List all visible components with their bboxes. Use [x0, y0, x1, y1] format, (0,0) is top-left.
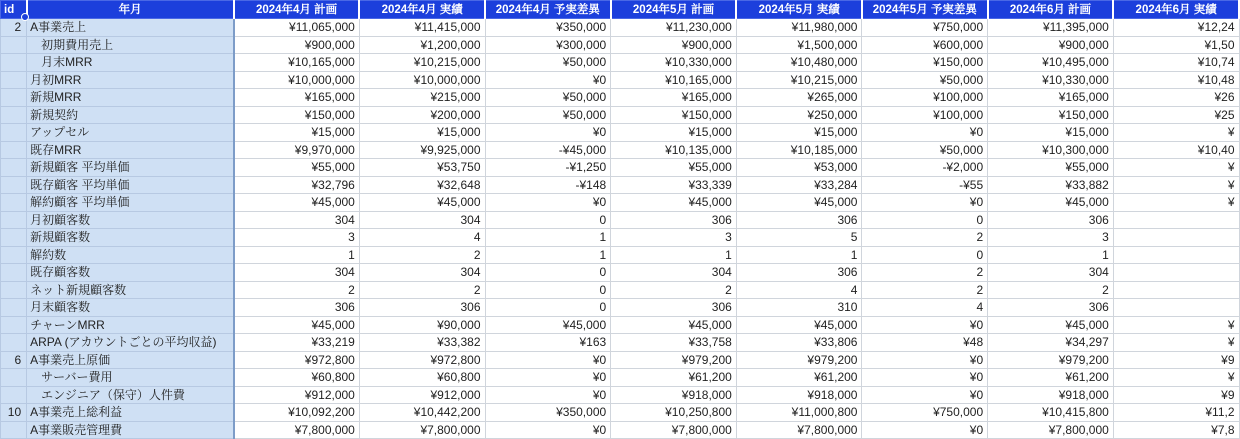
- value-cell[interactable]: -¥55: [862, 176, 988, 194]
- table-row: [1, 19, 1240, 37]
- value-cell[interactable]: 1: [988, 246, 1114, 264]
- row-label-cell[interactable]: ARPA (アカウントごとの平均収益): [27, 334, 234, 352]
- value-cell[interactable]: ¥7,800,000: [234, 421, 360, 439]
- value-cell[interactable]: ¥34,297: [988, 334, 1114, 352]
- grid-body: [1, 19, 1240, 439]
- value-cell[interactable]: 304: [359, 211, 485, 229]
- table-row: [1, 404, 1240, 422]
- value-cell[interactable]: ¥: [1113, 176, 1239, 194]
- value-cell[interactable]: ¥918,000: [988, 386, 1114, 404]
- value-cell[interactable]: ¥150,000: [611, 106, 737, 124]
- value-cell[interactable]: ¥11,230,000: [611, 19, 737, 37]
- value-cell[interactable]: ¥9,925,000: [359, 141, 485, 159]
- value-cell[interactable]: ¥26: [1113, 89, 1239, 107]
- value-cell[interactable]: ¥53,000: [736, 159, 862, 177]
- row-label-cell[interactable]: 新規顧客 平均単価: [27, 159, 234, 177]
- value-cell[interactable]: ¥50,000: [862, 141, 988, 159]
- header-row: [1, 1, 1240, 19]
- value-cell[interactable]: ¥12,24: [1113, 19, 1239, 37]
- table-row: [1, 176, 1240, 194]
- value-cell[interactable]: ¥10,300,000: [988, 141, 1114, 159]
- value-cell[interactable]: ¥900,000: [611, 36, 737, 54]
- value-cell[interactable]: 2: [611, 281, 737, 299]
- column-header[interactable]: 2024年6月 計画: [988, 1, 1114, 19]
- value-cell[interactable]: ¥55,000: [611, 159, 737, 177]
- row-label-cell[interactable]: 解約数: [27, 246, 234, 264]
- value-cell[interactable]: ¥1,200,000: [359, 36, 485, 54]
- row-id-cell[interactable]: [1, 141, 27, 159]
- row-label-cell[interactable]: 新規顧客数: [27, 229, 234, 247]
- column-header-id[interactable]: [1, 1, 27, 19]
- value-cell[interactable]: ¥45,000: [485, 316, 611, 334]
- table-row: [1, 229, 1240, 247]
- table-row: [1, 386, 1240, 404]
- value-cell[interactable]: ¥7,800,000: [611, 421, 737, 439]
- value-cell[interactable]: ¥48: [862, 334, 988, 352]
- value-cell[interactable]: 4: [862, 299, 988, 317]
- value-cell[interactable]: 1: [234, 246, 360, 264]
- value-cell[interactable]: -¥148: [485, 176, 611, 194]
- value-cell[interactable]: ¥0: [485, 386, 611, 404]
- value-cell[interactable]: [1113, 229, 1239, 247]
- column-header[interactable]: 2024年6月 実績: [1113, 1, 1239, 19]
- value-cell[interactable]: ¥90,000: [359, 316, 485, 334]
- value-cell[interactable]: 306: [611, 299, 737, 317]
- value-cell[interactable]: ¥900,000: [988, 36, 1114, 54]
- value-cell[interactable]: ¥972,800: [234, 351, 360, 369]
- value-cell[interactable]: 306: [611, 211, 737, 229]
- row-id-cell[interactable]: [1, 124, 27, 142]
- value-cell[interactable]: 1: [485, 229, 611, 247]
- value-cell[interactable]: ¥60,800: [359, 369, 485, 387]
- table-row: [1, 54, 1240, 72]
- row-id-cell[interactable]: [1, 369, 27, 387]
- value-cell[interactable]: ¥100,000: [862, 106, 988, 124]
- value-cell[interactable]: ¥55,000: [234, 159, 360, 177]
- value-cell[interactable]: 0: [485, 264, 611, 282]
- value-cell[interactable]: 304: [234, 211, 360, 229]
- row-label-cell[interactable]: アップセル: [27, 124, 234, 142]
- row-id-cell[interactable]: [1, 211, 27, 229]
- value-cell[interactable]: ¥0: [485, 71, 611, 89]
- value-cell[interactable]: [1113, 299, 1239, 317]
- value-cell[interactable]: ¥50,000: [862, 71, 988, 89]
- value-cell[interactable]: ¥215,000: [359, 89, 485, 107]
- value-cell[interactable]: ¥11,2: [1113, 404, 1239, 422]
- table-row: [1, 351, 1240, 369]
- row-id-cell[interactable]: 10: [1, 404, 27, 422]
- value-cell[interactable]: ¥7,800,000: [359, 421, 485, 439]
- table-row: [1, 369, 1240, 387]
- value-cell[interactable]: 4: [359, 229, 485, 247]
- value-cell[interactable]: ¥10,495,000: [988, 54, 1114, 72]
- row-label-cell[interactable]: ネット新規顧客数: [27, 281, 234, 299]
- table-row: [1, 106, 1240, 124]
- value-cell[interactable]: 1: [736, 246, 862, 264]
- row-id-cell[interactable]: [1, 281, 27, 299]
- value-cell[interactable]: ¥250,000: [736, 106, 862, 124]
- value-cell[interactable]: 4: [736, 281, 862, 299]
- value-cell[interactable]: ¥45,000: [234, 194, 360, 212]
- value-cell[interactable]: ¥15,000: [359, 124, 485, 142]
- value-cell[interactable]: ¥33,284: [736, 176, 862, 194]
- value-cell[interactable]: ¥61,200: [736, 369, 862, 387]
- value-cell[interactable]: ¥9: [1113, 351, 1239, 369]
- row-label-cell[interactable]: 解約顧客 平均単価: [27, 194, 234, 212]
- value-cell[interactable]: ¥11,000,800: [736, 404, 862, 422]
- value-cell[interactable]: 3: [988, 229, 1114, 247]
- value-cell[interactable]: -¥2,000: [862, 159, 988, 177]
- row-id-cell[interactable]: [1, 386, 27, 404]
- value-cell[interactable]: ¥0: [862, 421, 988, 439]
- value-cell[interactable]: ¥350,000: [485, 19, 611, 37]
- value-cell[interactable]: ¥165,000: [988, 89, 1114, 107]
- table-row: [1, 159, 1240, 177]
- value-cell[interactable]: ¥200,000: [359, 106, 485, 124]
- value-cell[interactable]: 3: [611, 229, 737, 247]
- column-header[interactable]: 2024年5月 実績: [736, 1, 862, 19]
- value-cell[interactable]: ¥979,200: [988, 351, 1114, 369]
- row-label-cell[interactable]: 既存MRR: [27, 141, 234, 159]
- value-cell[interactable]: ¥750,000: [862, 19, 988, 37]
- column-header-label[interactable]: 年月: [27, 1, 234, 19]
- value-cell[interactable]: ¥10,415,800: [988, 404, 1114, 422]
- value-cell[interactable]: ¥0: [862, 351, 988, 369]
- value-cell[interactable]: ¥: [1113, 316, 1239, 334]
- row-id-cell[interactable]: [1, 54, 27, 72]
- row-label-cell[interactable]: 新規MRR: [27, 89, 234, 107]
- value-cell[interactable]: ¥50,000: [485, 89, 611, 107]
- value-cell[interactable]: ¥33,219: [234, 334, 360, 352]
- value-cell[interactable]: ¥10,480,000: [736, 54, 862, 72]
- row-id-cell[interactable]: [1, 299, 27, 317]
- value-cell[interactable]: ¥: [1113, 124, 1239, 142]
- table-row: [1, 246, 1240, 264]
- table-row: [1, 194, 1240, 212]
- value-cell[interactable]: 310: [736, 299, 862, 317]
- value-cell[interactable]: ¥45,000: [988, 194, 1114, 212]
- value-cell[interactable]: 304: [359, 264, 485, 282]
- row-id-cell[interactable]: [1, 334, 27, 352]
- row-label-cell[interactable]: チャーンMRR: [27, 316, 234, 334]
- value-cell[interactable]: ¥33,882: [988, 176, 1114, 194]
- row-label-cell[interactable]: 月初MRR: [27, 71, 234, 89]
- value-cell[interactable]: ¥10,40: [1113, 141, 1239, 159]
- value-cell[interactable]: 1: [485, 246, 611, 264]
- column-header[interactable]: 2024年4月 計画: [234, 1, 360, 19]
- value-cell[interactable]: ¥10,185,000: [736, 141, 862, 159]
- value-cell[interactable]: 2: [862, 281, 988, 299]
- value-cell[interactable]: ¥918,000: [736, 386, 862, 404]
- table-row: [1, 211, 1240, 229]
- value-cell[interactable]: ¥0: [862, 124, 988, 142]
- table-row: [1, 141, 1240, 159]
- row-label-cell[interactable]: 初期費用売上: [27, 36, 234, 54]
- value-cell[interactable]: ¥10,330,000: [988, 71, 1114, 89]
- value-cell[interactable]: ¥33,758: [611, 334, 737, 352]
- value-cell[interactable]: ¥0: [862, 386, 988, 404]
- row-label-cell[interactable]: A事業売上総利益: [27, 404, 234, 422]
- value-cell[interactable]: ¥912,000: [234, 386, 360, 404]
- value-cell[interactable]: 304: [234, 264, 360, 282]
- value-cell[interactable]: ¥912,000: [359, 386, 485, 404]
- value-cell[interactable]: ¥11,065,000: [234, 19, 360, 37]
- value-cell[interactable]: ¥45,000: [234, 316, 360, 334]
- value-cell[interactable]: 0: [862, 211, 988, 229]
- table-row: [1, 281, 1240, 299]
- value-cell[interactable]: ¥150,000: [988, 106, 1114, 124]
- value-cell[interactable]: ¥10,000,000: [234, 71, 360, 89]
- row-id-cell[interactable]: [1, 36, 27, 54]
- value-cell[interactable]: ¥100,000: [862, 89, 988, 107]
- value-cell[interactable]: [1113, 211, 1239, 229]
- value-cell[interactable]: ¥0: [485, 421, 611, 439]
- value-cell[interactable]: ¥25: [1113, 106, 1239, 124]
- value-cell[interactable]: ¥11,395,000: [988, 19, 1114, 37]
- value-cell[interactable]: ¥10,000,000: [359, 71, 485, 89]
- value-cell[interactable]: ¥10,74: [1113, 54, 1239, 72]
- value-cell[interactable]: ¥45,000: [359, 194, 485, 212]
- value-cell[interactable]: -¥45,000: [485, 141, 611, 159]
- table-row: [1, 264, 1240, 282]
- value-cell[interactable]: 306: [234, 299, 360, 317]
- row-id-cell[interactable]: 2: [1, 19, 27, 37]
- table-row: [1, 299, 1240, 317]
- value-cell[interactable]: ¥: [1113, 334, 1239, 352]
- value-cell[interactable]: ¥45,000: [736, 316, 862, 334]
- selection-handle[interactable]: [21, 13, 29, 21]
- value-cell[interactable]: ¥900,000: [234, 36, 360, 54]
- row-id-cell[interactable]: [1, 176, 27, 194]
- value-cell[interactable]: ¥0: [485, 124, 611, 142]
- value-cell[interactable]: ¥0: [485, 369, 611, 387]
- value-cell[interactable]: 306: [988, 299, 1114, 317]
- value-cell[interactable]: 0: [485, 211, 611, 229]
- value-cell[interactable]: ¥9: [1113, 386, 1239, 404]
- value-cell[interactable]: ¥55,000: [988, 159, 1114, 177]
- row-label-cell[interactable]: A事業売上原価: [27, 351, 234, 369]
- value-cell[interactable]: ¥45,000: [988, 316, 1114, 334]
- value-cell[interactable]: ¥33,382: [359, 334, 485, 352]
- value-cell[interactable]: ¥265,000: [736, 89, 862, 107]
- value-cell[interactable]: ¥10,135,000: [611, 141, 737, 159]
- value-cell[interactable]: ¥0: [485, 351, 611, 369]
- value-cell[interactable]: ¥10,330,000: [611, 54, 737, 72]
- value-cell[interactable]: [1113, 281, 1239, 299]
- row-label-cell[interactable]: 既存顧客 平均単価: [27, 176, 234, 194]
- value-cell[interactable]: ¥10,165,000: [611, 71, 737, 89]
- value-cell[interactable]: ¥0: [485, 194, 611, 212]
- table-row: [1, 36, 1240, 54]
- value-cell[interactable]: ¥33,339: [611, 176, 737, 194]
- value-cell[interactable]: ¥0: [862, 194, 988, 212]
- value-cell[interactable]: ¥15,000: [611, 124, 737, 142]
- value-cell[interactable]: 306: [359, 299, 485, 317]
- value-cell[interactable]: ¥10,092,200: [234, 404, 360, 422]
- value-cell[interactable]: ¥45,000: [611, 316, 737, 334]
- value-cell[interactable]: ¥7,800,000: [988, 421, 1114, 439]
- row-id-cell[interactable]: [1, 194, 27, 212]
- value-cell[interactable]: ¥600,000: [862, 36, 988, 54]
- value-cell[interactable]: ¥9,970,000: [234, 141, 360, 159]
- value-cell[interactable]: ¥7,8: [1113, 421, 1239, 439]
- value-cell[interactable]: ¥10,215,000: [736, 71, 862, 89]
- column-header[interactable]: 2024年5月 計画: [611, 1, 737, 19]
- value-cell[interactable]: ¥50,000: [485, 106, 611, 124]
- value-cell[interactable]: ¥0: [862, 369, 988, 387]
- row-id-cell[interactable]: [1, 264, 27, 282]
- value-cell[interactable]: ¥45,000: [611, 194, 737, 212]
- value-cell[interactable]: ¥15,000: [988, 124, 1114, 142]
- value-cell[interactable]: 2: [988, 281, 1114, 299]
- value-cell[interactable]: ¥: [1113, 159, 1239, 177]
- table-row: [1, 89, 1240, 107]
- value-cell[interactable]: ¥50,000: [485, 54, 611, 72]
- value-cell[interactable]: ¥750,000: [862, 404, 988, 422]
- row-label-cell[interactable]: 新規契約: [27, 106, 234, 124]
- value-cell[interactable]: ¥10,215,000: [359, 54, 485, 72]
- value-cell[interactable]: 304: [988, 264, 1114, 282]
- row-id-cell[interactable]: 6: [1, 351, 27, 369]
- value-cell[interactable]: ¥0: [862, 316, 988, 334]
- table-row: [1, 421, 1240, 439]
- value-cell[interactable]: ¥350,000: [485, 404, 611, 422]
- row-label-cell[interactable]: 月初顧客数: [27, 211, 234, 229]
- value-cell[interactable]: ¥1,500,000: [736, 36, 862, 54]
- value-cell[interactable]: ¥61,200: [988, 369, 1114, 387]
- row-label-cell[interactable]: 月末MRR: [27, 54, 234, 72]
- value-cell[interactable]: ¥300,000: [485, 36, 611, 54]
- row-label-cell[interactable]: A事業売上: [27, 19, 234, 37]
- value-cell[interactable]: ¥10,250,800: [611, 404, 737, 422]
- column-header[interactable]: 2024年4月 実績: [359, 1, 485, 19]
- value-cell[interactable]: ¥918,000: [611, 386, 737, 404]
- value-cell[interactable]: ¥165,000: [611, 89, 737, 107]
- value-cell[interactable]: ¥972,800: [359, 351, 485, 369]
- value-cell[interactable]: 2: [359, 281, 485, 299]
- value-cell[interactable]: 306: [736, 264, 862, 282]
- row-id-cell[interactable]: [1, 106, 27, 124]
- value-cell[interactable]: 2: [359, 246, 485, 264]
- value-cell[interactable]: ¥61,200: [611, 369, 737, 387]
- value-cell[interactable]: ¥979,200: [611, 351, 737, 369]
- value-cell[interactable]: ¥: [1113, 369, 1239, 387]
- column-header-id-text: id: [4, 3, 15, 16]
- row-label-cell[interactable]: A事業販売管理費: [27, 421, 234, 439]
- row-id-cell[interactable]: [1, 71, 27, 89]
- table-row: [1, 334, 1240, 352]
- value-cell[interactable]: ¥165,000: [234, 89, 360, 107]
- value-cell[interactable]: ¥150,000: [234, 106, 360, 124]
- value-cell[interactable]: ¥150,000: [862, 54, 988, 72]
- table-row: [1, 316, 1240, 334]
- row-id-cell[interactable]: [1, 316, 27, 334]
- value-cell[interactable]: 304: [611, 264, 737, 282]
- row-id-cell[interactable]: [1, 421, 27, 439]
- row-id-cell[interactable]: [1, 229, 27, 247]
- row-label-cell[interactable]: サーバー費用: [27, 369, 234, 387]
- row-id-cell[interactable]: [1, 246, 27, 264]
- value-cell[interactable]: 0: [485, 299, 611, 317]
- value-cell[interactable]: [1113, 264, 1239, 282]
- value-cell[interactable]: 2: [234, 281, 360, 299]
- value-cell[interactable]: -¥1,250: [485, 159, 611, 177]
- value-cell[interactable]: ¥11,980,000: [736, 19, 862, 37]
- value-cell[interactable]: ¥7,800,000: [736, 421, 862, 439]
- value-cell[interactable]: ¥15,000: [234, 124, 360, 142]
- table-row: [1, 71, 1240, 89]
- row-label-cell[interactable]: 月末顧客数: [27, 299, 234, 317]
- value-cell[interactable]: ¥10,48: [1113, 71, 1239, 89]
- value-cell[interactable]: ¥32,796: [234, 176, 360, 194]
- row-id-cell[interactable]: [1, 89, 27, 107]
- value-cell[interactable]: 3: [234, 229, 360, 247]
- value-cell[interactable]: ¥15,000: [736, 124, 862, 142]
- table-row: [1, 124, 1240, 142]
- value-cell[interactable]: 0: [485, 281, 611, 299]
- value-cell[interactable]: ¥45,000: [736, 194, 862, 212]
- value-cell[interactable]: ¥53,750: [359, 159, 485, 177]
- value-cell[interactable]: 1: [611, 246, 737, 264]
- value-cell[interactable]: 0: [862, 246, 988, 264]
- column-header[interactable]: 2024年4月 予実差異: [485, 1, 611, 19]
- value-cell[interactable]: 5: [736, 229, 862, 247]
- value-cell[interactable]: ¥: [1113, 194, 1239, 212]
- value-cell[interactable]: 2: [862, 264, 988, 282]
- value-cell[interactable]: ¥11,415,000: [359, 19, 485, 37]
- value-cell[interactable]: ¥32,648: [359, 176, 485, 194]
- value-cell[interactable]: ¥163: [485, 334, 611, 352]
- value-cell[interactable]: ¥33,806: [736, 334, 862, 352]
- value-cell[interactable]: ¥60,800: [234, 369, 360, 387]
- row-id-cell[interactable]: [1, 159, 27, 177]
- row-label-cell[interactable]: 既存顧客数: [27, 264, 234, 282]
- value-cell[interactable]: ¥10,442,200: [359, 404, 485, 422]
- value-cell[interactable]: ¥979,200: [736, 351, 862, 369]
- column-header[interactable]: 2024年5月 予実差異: [862, 1, 988, 19]
- value-cell[interactable]: ¥1,50: [1113, 36, 1239, 54]
- value-cell[interactable]: 306: [988, 211, 1114, 229]
- value-cell[interactable]: 2: [862, 229, 988, 247]
- row-label-cell[interactable]: エンジニア（保守）人件費: [27, 386, 234, 404]
- value-cell[interactable]: [1113, 246, 1239, 264]
- value-cell[interactable]: ¥10,165,000: [234, 54, 360, 72]
- value-cell[interactable]: 306: [736, 211, 862, 229]
